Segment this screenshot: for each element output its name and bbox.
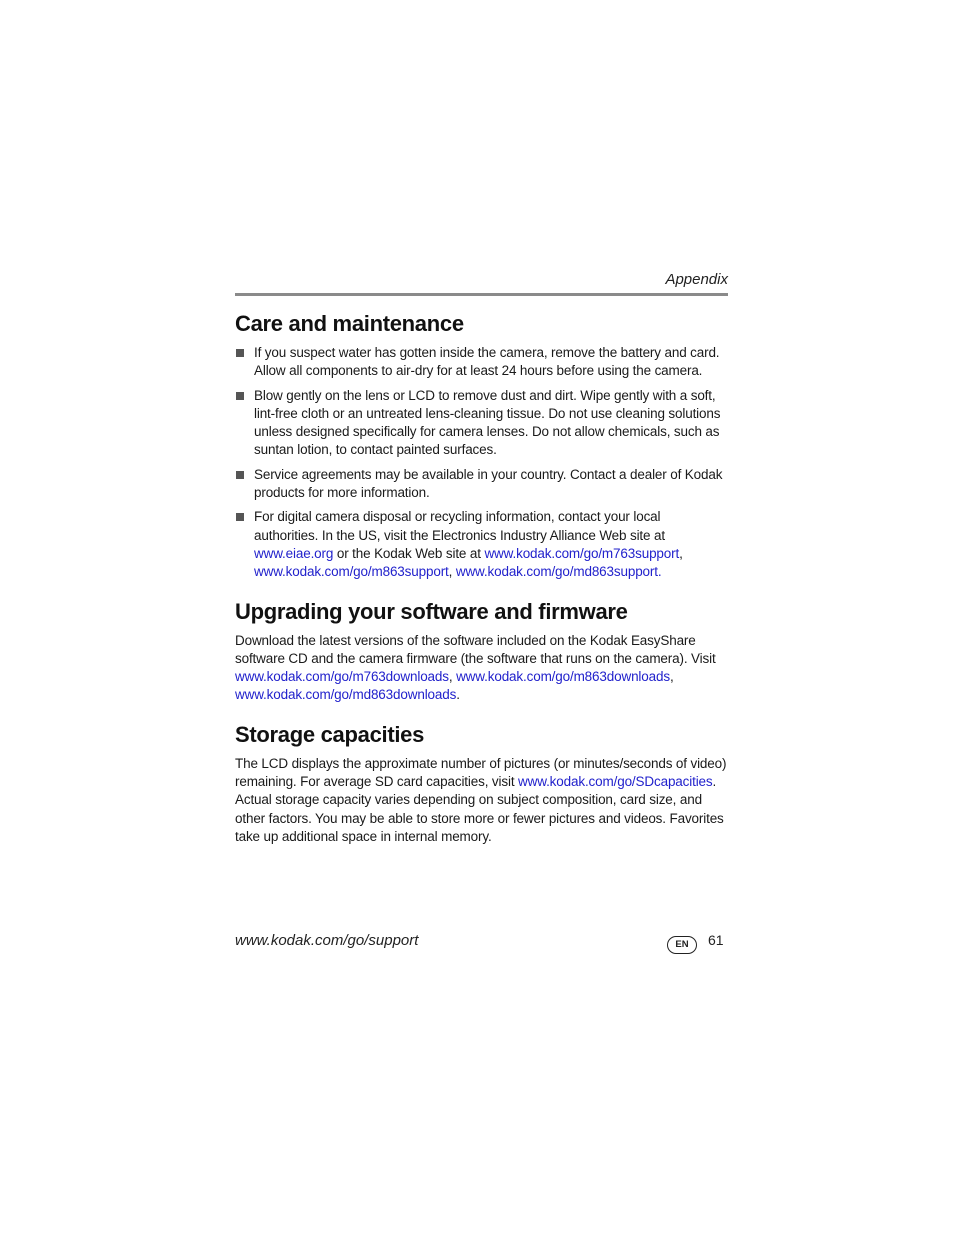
footer-url: www.kodak.com/go/support — [235, 932, 419, 949]
bullet-text: Service agreements may be available in your country. Contact a dealer of Kodak products for more information. — [254, 466, 723, 501]
storage-heading: Storage capacities — [235, 721, 425, 747]
upgrade-heading: Upgrading your software and firmware — [235, 598, 628, 624]
storage-section — [235, 721, 728, 846]
square-bullet-icon — [236, 392, 244, 400]
sd-capacities-link[interactable]: www.kodak.com/go/SDcapacities — [518, 774, 713, 790]
running-head: Appendix — [665, 271, 728, 288]
upgrade-section — [235, 598, 728, 705]
separator: , — [669, 669, 674, 685]
page-footer — [235, 930, 728, 956]
bullet-text: If you suspect water has gotten inside the camera, remove the battery and card. Allow all components to air-dry for at least 24 hours before using the camera. — [254, 345, 720, 379]
upgrade-text: Download the latest versions of the software included on the Kodak EasyShare software CD and the camera firmware (the software that runs on the camera). Visit — [235, 632, 716, 666]
separator: , — [448, 669, 457, 685]
care-bullet-list — [235, 344, 728, 582]
storage-text: The LCD displays the approximate number of pictures (or minutes/seconds of video) remaining. For average SD card capacities, visit — [235, 755, 727, 790]
square-bullet-icon — [236, 513, 244, 521]
care-bullet-item — [235, 508, 728, 581]
md863-support-link[interactable]: www.kodak.com/go/md863support. — [455, 564, 662, 580]
separator: , — [679, 545, 683, 561]
m763-support-link[interactable]: www.kodak.com/go/m763support — [484, 545, 680, 561]
care-heading: Care and maintenance — [235, 311, 464, 336]
bullet-text: Blow gently on the lens or LCD to remove dust and dirt. Wipe gently with a soft, lint-free cloth or an untreated lens-cleaning tissue. Do not use cleaning solutions unless designed specifically for camera lenses. Do not allow chemicals, such as suntan lotion, to contact painted surfaces. — [254, 387, 721, 458]
header-rule — [235, 293, 728, 296]
separator: , — [448, 564, 456, 580]
page-number: 61 — [708, 932, 724, 948]
upgrade-paragraph — [235, 632, 728, 705]
bullet-text: For digital camera disposal or recycling information, contact your local authorities. In the US, visit the Electronics Industry Alliance Web site at — [254, 509, 665, 543]
language-badge: EN — [667, 936, 697, 954]
m863-downloads-link[interactable]: www.kodak.com/go/m863downloads — [456, 669, 670, 685]
bullet-text: or the Kodak Web site at — [333, 545, 485, 561]
eiae-link[interactable]: www.eiae.org — [254, 545, 334, 561]
m863-support-link[interactable]: www.kodak.com/go/m863support — [254, 564, 449, 580]
square-bullet-icon — [236, 349, 244, 357]
storage-text: . Actual storage capacity varies depending on subject composition, card size, and other factors. You may be able to store more or fewer pictures and videos. Favorites take up additional space in internal memory. — [235, 774, 724, 844]
care-bullet-item — [235, 387, 728, 460]
care-section — [235, 310, 728, 582]
m763-downloads-link[interactable]: www.kodak.com/go/m763downloads — [235, 669, 449, 685]
care-bullet-item — [235, 466, 728, 503]
square-bullet-icon — [236, 471, 244, 479]
page-content — [235, 270, 728, 846]
md863-downloads-link[interactable]: www.kodak.com/go/md863downloads — [235, 687, 457, 703]
storage-paragraph — [235, 755, 728, 846]
sentence-end: . — [456, 687, 460, 703]
care-bullet-item — [235, 344, 728, 381]
